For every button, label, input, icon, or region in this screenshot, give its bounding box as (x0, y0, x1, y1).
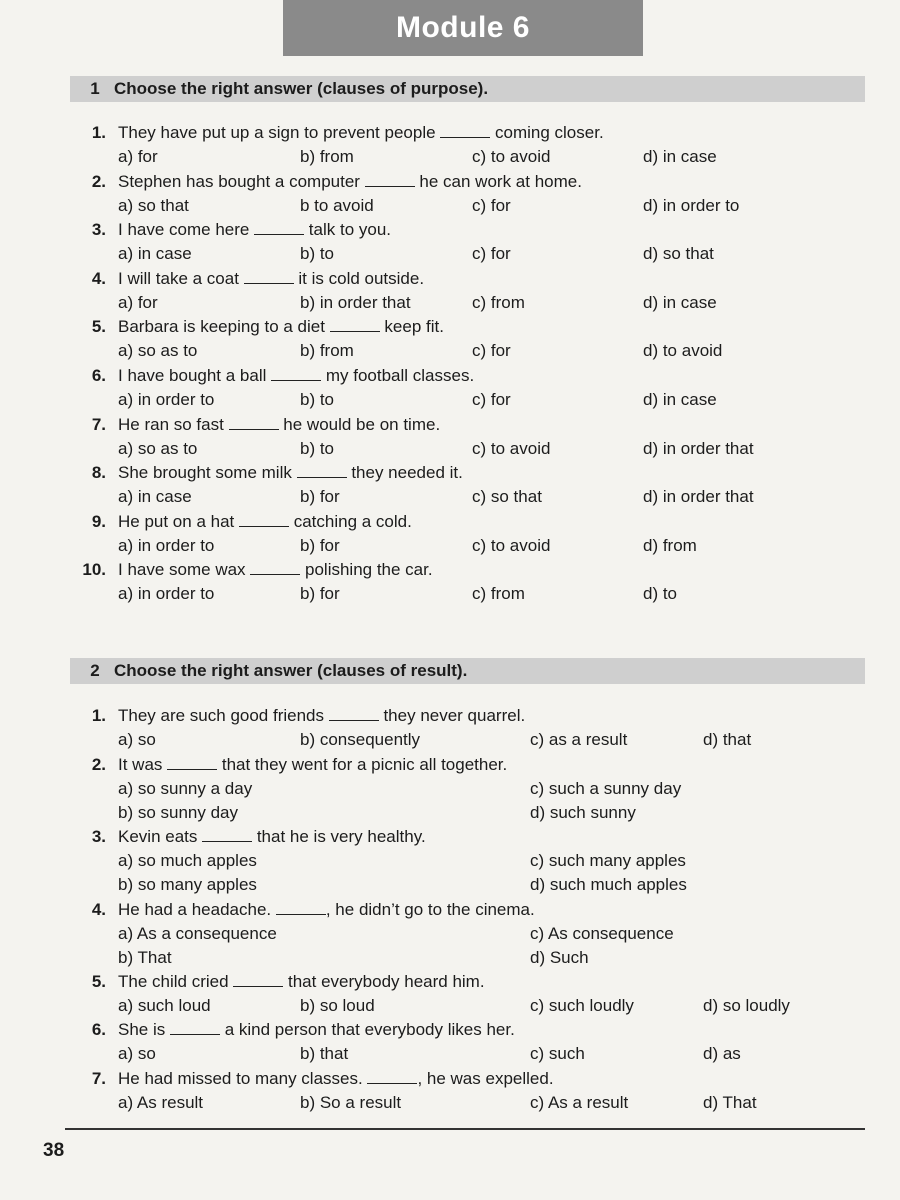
question-number: 5. (91, 972, 106, 991)
answer-option: b) so sunny day (118, 803, 239, 822)
question-text-before: I have some wax (118, 560, 251, 580)
answer-option: c) such many apples (530, 851, 686, 870)
question-text-after: coming closer. (490, 123, 604, 142)
question-number: 6. (91, 366, 106, 385)
answer-option: b) for (300, 487, 340, 507)
question-text-after: that they went for a picnic all together. (217, 755, 508, 774)
answer-option: d) to (643, 584, 678, 604)
question-line (0, 560, 900, 584)
question-text (118, 269, 424, 289)
question-line (0, 317, 900, 341)
answer-option: b) from (300, 341, 354, 361)
answer-option: b) to (300, 438, 335, 458)
question-text (118, 560, 433, 580)
footer-divider (65, 1128, 865, 1130)
question-text (118, 415, 440, 435)
answer-option: c) to avoid (472, 147, 551, 166)
question-text-after: , he was expelled. (417, 1069, 554, 1088)
question-line (0, 1069, 900, 1093)
question-text-before: I have come here (118, 220, 255, 240)
question-text-before: I will take a coat (118, 268, 244, 288)
question-text-after: it is cold outside. (293, 268, 425, 288)
section-title: Choose the right answer (clauses of purpose). (114, 79, 489, 98)
question-text-after: keep fit. (379, 317, 444, 337)
question-text-before: Kevin eats (118, 827, 203, 846)
question-line (0, 827, 900, 851)
question-line (0, 269, 900, 293)
answer-option: a) in order to (118, 390, 215, 409)
answer-option: b) to (300, 244, 335, 264)
answer-option: b) So a result (300, 1093, 402, 1112)
answer-option: b) consequently (300, 730, 421, 749)
question-line (0, 220, 900, 244)
section-2-header (70, 658, 865, 684)
question-number: 3. (91, 220, 106, 240)
module-title: Module 6 (283, 0, 643, 56)
question-text-before: She brought some milk (118, 463, 297, 483)
question-line (0, 172, 900, 196)
question-text (118, 827, 426, 847)
question-line (0, 512, 900, 536)
answer-option: c) for (472, 390, 511, 409)
answer-option: d) so that (643, 244, 714, 264)
answer-option: d) in order that (643, 487, 754, 507)
answer-option: d) that (703, 730, 752, 749)
answer-option: a) so as to (118, 438, 198, 458)
question-number: 4. (91, 268, 106, 288)
question-line (0, 900, 900, 924)
question-text-after: he can work at home. (414, 171, 582, 191)
question-text-after: talk to you. (304, 220, 392, 240)
question-text-before: He had a headache. (118, 900, 276, 919)
question-number: 2. (91, 171, 106, 191)
answer-option: d) in case (643, 147, 717, 166)
question-text (118, 512, 412, 532)
question-text-after: that he is very healthy. (252, 827, 426, 846)
answer-option: c) for (472, 244, 511, 264)
question-text (118, 172, 582, 192)
answer-option: a) so that (118, 195, 189, 215)
question-text (118, 900, 535, 920)
question-number: 3. (91, 827, 106, 846)
question-text-after: that everybody heard him. (283, 972, 485, 991)
question-line (0, 755, 900, 779)
answer-option: c) to avoid (472, 535, 551, 555)
answer-option: a) in order to (118, 584, 215, 604)
page-number: 38 (43, 1140, 65, 1161)
answer-option: d) in case (643, 292, 717, 312)
answer-option: d) so loudly (703, 996, 790, 1015)
answer-blank (271, 366, 321, 381)
question-text-after: he would be on time. (278, 414, 441, 434)
question-number: 6. (91, 1020, 106, 1039)
answer-blank (233, 972, 283, 987)
answer-option: a) As result (118, 1093, 204, 1112)
question-text (118, 366, 474, 386)
question-text (118, 463, 463, 483)
answer-option: c) for (472, 195, 511, 215)
question-line (0, 706, 900, 730)
question-text-after: a kind person that everybody likes her. (219, 1020, 515, 1039)
question-line (0, 463, 900, 487)
question-text-after: my football classes. (321, 366, 475, 385)
question-text-after: , he didn’t go to the cinema. (325, 900, 535, 919)
answer-option: c) from (472, 292, 525, 312)
answer-option: d) in case (643, 390, 717, 409)
answer-option: a) such loud (118, 996, 211, 1015)
answer-option: a) so as to (118, 341, 198, 361)
question-text (118, 706, 525, 726)
question-text (118, 972, 485, 992)
answer-option: b) so many apples (118, 875, 257, 894)
answer-option: d) Such (530, 948, 589, 967)
question-number: 5. (91, 317, 106, 337)
question-number: 8. (91, 463, 106, 483)
question-line (0, 366, 900, 390)
answer-option: b) to (300, 390, 335, 409)
question-text-after: they never quarrel. (378, 706, 526, 725)
section-1-header (70, 76, 865, 102)
question-line (0, 1020, 900, 1044)
answer-option: b) That (118, 948, 172, 967)
question-text (118, 317, 444, 337)
answer-blank (167, 755, 217, 770)
question-text-before: It was (118, 755, 168, 774)
answer-option: d) such sunny (530, 803, 636, 822)
question-text (118, 755, 507, 775)
answer-option: b) that (300, 1044, 349, 1063)
question-text-before: The child cried (118, 972, 234, 991)
question-number: 10. (82, 560, 106, 580)
answer-option: c) As consequence (530, 924, 674, 943)
answer-blank (276, 900, 326, 915)
answer-blank (244, 269, 294, 284)
question-text-before: Barbara is keeping to a diet (118, 317, 330, 337)
question-text-before: He ran so fast (118, 414, 229, 434)
answer-blank (367, 1069, 417, 1084)
question-text-before: They have put up a sign to prevent people (118, 123, 441, 142)
answer-blank (202, 827, 252, 842)
answer-option: a) so sunny a day (118, 779, 253, 798)
question-number: 1. (91, 123, 106, 142)
question-text-after: they needed it. (346, 463, 463, 483)
answer-blank (329, 706, 379, 721)
answer-option: d) That (703, 1093, 757, 1112)
question-line (0, 972, 900, 996)
question-number: 1. (91, 706, 106, 725)
answer-option: d) from (643, 535, 697, 555)
question-text-after: catching a cold. (288, 511, 412, 531)
question-text (118, 123, 604, 143)
answer-option: a) so (118, 730, 156, 749)
answer-blank (440, 123, 490, 138)
section-title: Choose the right answer (clauses of result). (114, 661, 468, 680)
question-line (0, 123, 900, 147)
answer-blank (365, 172, 415, 187)
question-number: 4. (91, 900, 106, 919)
answer-option: c) such (530, 1044, 585, 1063)
question-text-before: They are such good friends (118, 706, 329, 725)
question-number: 2. (91, 755, 106, 774)
answer-option: a) As a consequence (118, 924, 277, 943)
answer-option: c) such loudly (530, 996, 634, 1015)
answer-option: b) from (300, 147, 354, 166)
answer-option: d) such much apples (530, 875, 687, 894)
answer-option: a) so much apples (118, 851, 257, 870)
question-number: 7. (91, 1069, 106, 1088)
answer-option: c) for (472, 341, 511, 361)
question-text-before: I have bought a ball (118, 366, 272, 385)
answer-option: a) in order to (118, 535, 215, 555)
section-number: 1 (90, 79, 100, 98)
answer-option: c) so that (472, 487, 542, 507)
answer-blank (170, 1020, 220, 1035)
question-text-after: polishing the car. (300, 560, 433, 580)
question-text-before: He had missed to many classes. (118, 1069, 368, 1088)
answer-option: a) in case (118, 487, 192, 507)
question-text-before: Stephen has bought a computer (118, 171, 365, 191)
answer-option: c) such a sunny day (530, 779, 682, 798)
answer-option: b) for (300, 584, 340, 604)
answer-option: c) from (472, 584, 525, 604)
answer-option: a) for (118, 292, 158, 312)
answer-option: b) so loud (300, 996, 375, 1015)
answer-blank (229, 415, 279, 430)
answer-blank (239, 512, 289, 527)
answer-option: a) for (118, 147, 158, 166)
question-number: 7. (91, 414, 106, 434)
answer-option: d) to avoid (643, 341, 723, 361)
question-line (0, 415, 900, 439)
question-text (118, 220, 391, 240)
answer-blank (254, 220, 304, 235)
answer-blank (330, 317, 380, 332)
answer-option: d) in order to (643, 195, 740, 215)
answer-option: d) in order that (643, 438, 754, 458)
question-number: 9. (91, 511, 106, 531)
answer-option: c) to avoid (472, 438, 551, 458)
answer-option: b) for (300, 535, 340, 555)
answer-option: a) in case (118, 244, 192, 264)
answer-option: c) as a result (530, 730, 628, 749)
answer-option: d) as (703, 1044, 741, 1063)
question-text-before: She is (118, 1020, 170, 1039)
answer-blank (250, 560, 300, 575)
question-text (118, 1020, 515, 1040)
answer-option: c) As a result (530, 1093, 629, 1112)
answer-blank (297, 463, 347, 478)
answer-option: b) in order that (300, 292, 411, 312)
question-text-before: He put on a hat (118, 511, 239, 531)
question-text (118, 1069, 554, 1089)
answer-option: b to avoid (300, 195, 374, 215)
answer-option: a) so (118, 1044, 156, 1063)
section-number: 2 (90, 661, 100, 680)
